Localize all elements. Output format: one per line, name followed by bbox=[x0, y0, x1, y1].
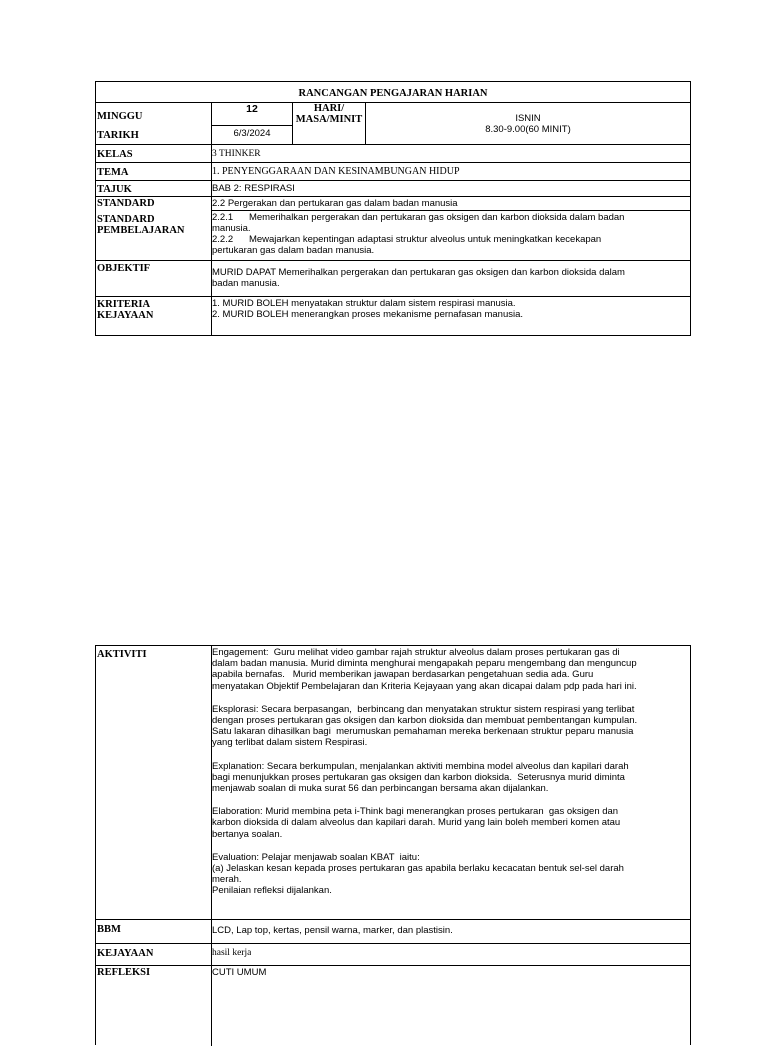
standard-pembelajaran-label bbox=[97, 214, 185, 236]
standard-pembelajaran-value bbox=[212, 212, 690, 256]
tarikh-label: TARIKH bbox=[97, 130, 139, 141]
aktiviti-line: Elaboration: Murid membina peta i-Think bagi menerangkan proses pertukaran gas oksigen dan bbox=[212, 806, 619, 818]
tajuk-label: TAJUK bbox=[97, 184, 132, 195]
kelas-value: 3 THINKER bbox=[212, 149, 261, 159]
standard-kandungan-value: 2.2 Pergerakan dan pertukaran gas dalam badan manusia bbox=[212, 198, 458, 209]
aktiviti-line: Satu lakaran dihasilkan bagi merumuskan pemahaman mereka berkenaan struktur peparu manusia bbox=[212, 726, 634, 738]
objektif-label: OBJEKTIF bbox=[97, 263, 151, 274]
hari-value bbox=[366, 113, 690, 135]
refleksi-label: REFLEKSI bbox=[97, 967, 151, 978]
document-title: RANCANGAN PENGAJARAN HARIAN bbox=[298, 88, 488, 99]
tajuk-value: BAB 2: RESPIRASI bbox=[212, 183, 295, 194]
aktiviti-line: dengan proses pertukaran gas oksigen dan karbon dioksida dan membuat pembentangan kumpulan. bbox=[212, 715, 638, 727]
hari-label bbox=[293, 103, 365, 125]
kelas-label: KELAS bbox=[97, 149, 133, 160]
kriteria-value bbox=[212, 298, 690, 320]
kejayaan-value: hasil kerja bbox=[212, 948, 252, 958]
lesson-plan-header-table bbox=[95, 81, 691, 336]
aktiviti-line: (a) Jelaskan kesan kepada proses pertukaran gas apabila berlaku kecacatan bentuk sel-sel darah bbox=[212, 863, 624, 875]
standard-kandungan-label: STANDARD bbox=[97, 198, 155, 209]
aktiviti-elaboration bbox=[212, 806, 690, 840]
lesson-activity-table bbox=[95, 645, 691, 1045]
kriteria-label-line1: KRITERIA bbox=[97, 299, 151, 310]
hari-label-line1: HARI/ bbox=[313, 103, 345, 114]
aktiviti-explanation bbox=[212, 761, 690, 795]
aktiviti-eksplorasi bbox=[212, 704, 690, 749]
aktiviti-line: Engagement: Guru melihat video gambar rajah struktur alveolus dalam proses pertukaran gas di bbox=[212, 647, 620, 658]
minggu-label: MINGGU bbox=[97, 111, 143, 122]
kejayaan-label: KEJAYAAN bbox=[97, 948, 154, 959]
minggu-value bbox=[212, 104, 292, 115]
minggu-value-text: 12 bbox=[246, 104, 258, 115]
sp-line: 2.2.2 Mewajarkan kepentingan adaptasi struktur alveolus untuk meningkatkan kecekapan bbox=[212, 234, 602, 245]
objektif-line: MURID DAPAT Memerihalkan pergerakan dan pertukaran gas oksigen dan karbon dioksida dalam bbox=[212, 267, 625, 278]
aktiviti-evaluation bbox=[212, 852, 690, 897]
sp-line: 2.2.1 Memerihalkan pergerakan dan pertukaran gas oksigen dan karbon dioksida dalam badan bbox=[212, 212, 625, 223]
aktiviti-line: menyatakan Objektif Pembelajaran dan Kriteria Kejayaan yang akan dicapai dalam pdp pada hari ini. bbox=[212, 680, 637, 692]
aktiviti-line: Explanation: Secara berkumpulan, menjalankan aktiviti membina model alveolus dan kapilari darah bbox=[212, 760, 629, 772]
hari-label-line2: MASA/MINIT bbox=[295, 114, 363, 125]
aktiviti-line: yang terlibat dalam sistem Respirasi. bbox=[212, 737, 368, 749]
aktiviti-engagement bbox=[212, 647, 690, 692]
hari-time: 8.30-9.00(60 MINIT) bbox=[485, 124, 571, 135]
sp-label-line1: STANDARD bbox=[97, 214, 155, 225]
aktiviti-label: AKTIVITI bbox=[97, 649, 147, 660]
bbm-label: BBM bbox=[97, 924, 121, 935]
aktiviti-line: bertanya soalan. bbox=[212, 828, 283, 840]
tema-label: TEMA bbox=[97, 167, 129, 178]
sp-label-line2: PEMBELAJARAN bbox=[97, 225, 185, 236]
aktiviti-line: Eksplorasi: Secara berpasangan, berbincang dan menyatakan struktur sistem respirasi yang terlibat bbox=[212, 703, 635, 715]
tarikh-value: 6/3/2024 bbox=[233, 128, 271, 139]
objektif-value bbox=[212, 267, 690, 289]
aktiviti-line: menjawab soalan di muka surat 56 dan perbincangan bersama akan dijalankan. bbox=[212, 783, 549, 795]
refleksi-value: CUTI UMUM bbox=[212, 967, 267, 978]
aktiviti-line: Penilaian refleksi dijalankan. bbox=[212, 885, 332, 897]
aktiviti-content bbox=[212, 647, 690, 897]
kriteria-label-line2: KEJAYAAN bbox=[97, 310, 154, 321]
kriteria-label bbox=[97, 299, 153, 321]
sp-line: manusia. bbox=[212, 223, 251, 234]
aktiviti-line: dalam badan manusia. Murid diminta menghurai mengapakah peparu mengembang dan menguncup bbox=[212, 658, 637, 670]
objektif-line: badan manusia. bbox=[212, 278, 280, 289]
aktiviti-line: Evaluation: Pelajar menjawab soalan KBAT iaitu: bbox=[212, 851, 420, 863]
tema-value: 1. PENYENGGARAAN DAN KESINAMBUNGAN HIDUP bbox=[212, 166, 460, 177]
hari-day: ISNIN bbox=[515, 113, 541, 124]
sp-line: pertukaran gas dalam badan manusia. bbox=[212, 245, 375, 256]
aktiviti-line: merah. bbox=[212, 874, 242, 886]
bbm-value: LCD, Lap top, kertas, pensil warna, marker, dan plastisin. bbox=[212, 925, 453, 936]
aktiviti-line: apabila bernafas. Murid memberikan jawapan berdasarkan pengetahuan sedia ada. Guru bbox=[212, 669, 594, 681]
aktiviti-line: karbon dioksida di dalam alveolus dan kapilari darah. Murid yang lain boleh memberi komen atau bbox=[212, 817, 621, 829]
kriteria-line: 1. MURID BOLEH menyatakan struktur dalam sistem respirasi manusia. bbox=[212, 298, 516, 309]
kriteria-line: 2. MURID BOLEH menerangkan proses mekanisme pernafasan manusia. bbox=[212, 309, 524, 320]
aktiviti-line: bagi menunjukkan proses pertukaran gas oksigen dan karbon dioksida. Seterusnya murid diminta bbox=[212, 771, 625, 783]
